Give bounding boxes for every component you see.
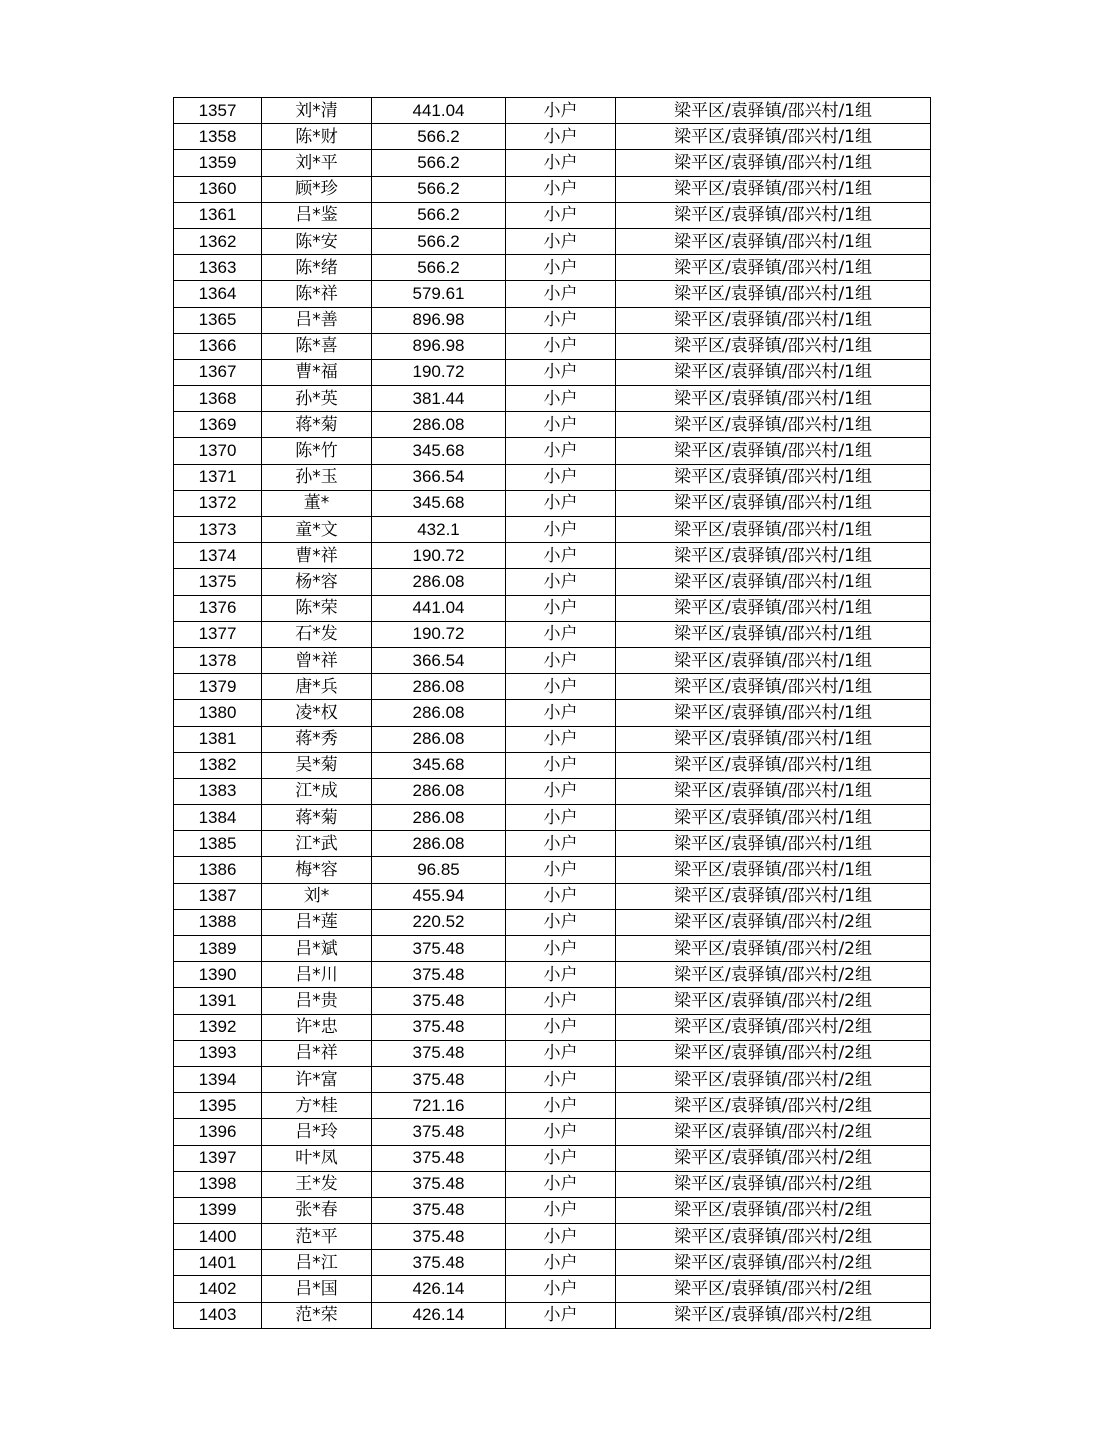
cell-name: 曹*祥 bbox=[262, 543, 372, 569]
cell-type: 小户 bbox=[506, 1014, 616, 1040]
cell-address: 梁平区/袁驿镇/邵兴村/1组 bbox=[616, 124, 931, 150]
cell-type: 小户 bbox=[506, 1276, 616, 1302]
cell-name: 蒋*菊 bbox=[262, 805, 372, 831]
cell-name: 吕*玲 bbox=[262, 1119, 372, 1145]
cell-id: 1359 bbox=[174, 150, 262, 176]
cell-id: 1390 bbox=[174, 962, 262, 988]
cell-id: 1363 bbox=[174, 255, 262, 281]
cell-amount: 375.48 bbox=[372, 936, 506, 962]
cell-name: 吕*善 bbox=[262, 307, 372, 333]
cell-id: 1403 bbox=[174, 1302, 262, 1328]
cell-id: 1360 bbox=[174, 176, 262, 202]
cell-id: 1384 bbox=[174, 805, 262, 831]
cell-amount: 566.2 bbox=[372, 228, 506, 254]
cell-name: 杨*容 bbox=[262, 569, 372, 595]
table-row bbox=[174, 752, 931, 778]
cell-address: 梁平区/袁驿镇/邵兴村/1组 bbox=[616, 831, 931, 857]
cell-amount: 375.48 bbox=[372, 988, 506, 1014]
cell-id: 1399 bbox=[174, 1197, 262, 1223]
table-row bbox=[174, 936, 931, 962]
table-row bbox=[174, 281, 931, 307]
table-row bbox=[174, 490, 931, 516]
cell-type: 小户 bbox=[506, 438, 616, 464]
cell-id: 1375 bbox=[174, 569, 262, 595]
cell-name: 曾*祥 bbox=[262, 647, 372, 673]
cell-type: 小户 bbox=[506, 752, 616, 778]
cell-id: 1377 bbox=[174, 621, 262, 647]
cell-id: 1376 bbox=[174, 595, 262, 621]
cell-id: 1391 bbox=[174, 988, 262, 1014]
cell-address: 梁平区/袁驿镇/邵兴村/1组 bbox=[616, 438, 931, 464]
cell-name: 吕*斌 bbox=[262, 936, 372, 962]
cell-amount: 441.04 bbox=[372, 595, 506, 621]
cell-amount: 366.54 bbox=[372, 464, 506, 490]
table-row bbox=[174, 1119, 931, 1145]
table-row bbox=[174, 805, 931, 831]
table-row bbox=[174, 1276, 931, 1302]
cell-address: 梁平区/袁驿镇/邵兴村/1组 bbox=[616, 464, 931, 490]
cell-name: 唐*兵 bbox=[262, 674, 372, 700]
table-row bbox=[174, 962, 931, 988]
table-row bbox=[174, 1302, 931, 1328]
table-row bbox=[174, 569, 931, 595]
table-row bbox=[174, 124, 931, 150]
cell-id: 1401 bbox=[174, 1250, 262, 1276]
cell-type: 小户 bbox=[506, 1250, 616, 1276]
cell-type: 小户 bbox=[506, 98, 616, 124]
cell-type: 小户 bbox=[506, 1040, 616, 1066]
cell-name: 吕*贵 bbox=[262, 988, 372, 1014]
cell-address: 梁平区/袁驿镇/邵兴村/1组 bbox=[616, 307, 931, 333]
table-row bbox=[174, 543, 931, 569]
cell-name: 童*文 bbox=[262, 517, 372, 543]
cell-address: 梁平区/袁驿镇/邵兴村/1组 bbox=[616, 805, 931, 831]
cell-name: 吕*莲 bbox=[262, 909, 372, 935]
cell-amount: 566.2 bbox=[372, 150, 506, 176]
cell-type: 小户 bbox=[506, 726, 616, 752]
cell-amount: 896.98 bbox=[372, 307, 506, 333]
cell-type: 小户 bbox=[506, 1145, 616, 1171]
cell-amount: 286.08 bbox=[372, 831, 506, 857]
cell-address: 梁平区/袁驿镇/邵兴村/1组 bbox=[616, 517, 931, 543]
table-row bbox=[174, 621, 931, 647]
cell-name: 吴*菊 bbox=[262, 752, 372, 778]
cell-name: 王*发 bbox=[262, 1171, 372, 1197]
cell-id: 1389 bbox=[174, 936, 262, 962]
cell-amount: 220.52 bbox=[372, 909, 506, 935]
cell-address: 梁平区/袁驿镇/邵兴村/1组 bbox=[616, 255, 931, 281]
cell-address: 梁平区/袁驿镇/邵兴村/1组 bbox=[616, 857, 931, 883]
cell-amount: 381.44 bbox=[372, 386, 506, 412]
cell-id: 1371 bbox=[174, 464, 262, 490]
cell-type: 小户 bbox=[506, 988, 616, 1014]
table-row bbox=[174, 1171, 931, 1197]
cell-amount: 441.04 bbox=[372, 98, 506, 124]
cell-amount: 375.48 bbox=[372, 1224, 506, 1250]
cell-name: 吕*鉴 bbox=[262, 202, 372, 228]
cell-address: 梁平区/袁驿镇/邵兴村/1组 bbox=[616, 202, 931, 228]
cell-type: 小户 bbox=[506, 359, 616, 385]
cell-id: 1396 bbox=[174, 1119, 262, 1145]
cell-name: 刘*清 bbox=[262, 98, 372, 124]
cell-type: 小户 bbox=[506, 307, 616, 333]
cell-address: 梁平区/袁驿镇/邵兴村/1组 bbox=[616, 150, 931, 176]
cell-type: 小户 bbox=[506, 595, 616, 621]
table-row bbox=[174, 1014, 931, 1040]
cell-address: 梁平区/袁驿镇/邵兴村/1组 bbox=[616, 412, 931, 438]
cell-name: 顾*珍 bbox=[262, 176, 372, 202]
cell-amount: 566.2 bbox=[372, 124, 506, 150]
table-row bbox=[174, 1040, 931, 1066]
cell-name: 梅*容 bbox=[262, 857, 372, 883]
cell-amount: 345.68 bbox=[372, 752, 506, 778]
cell-amount: 190.72 bbox=[372, 543, 506, 569]
cell-amount: 286.08 bbox=[372, 805, 506, 831]
cell-name: 许*富 bbox=[262, 1066, 372, 1092]
cell-id: 1388 bbox=[174, 909, 262, 935]
cell-address: 梁平区/袁驿镇/邵兴村/1组 bbox=[616, 490, 931, 516]
cell-address: 梁平区/袁驿镇/邵兴村/2组 bbox=[616, 1145, 931, 1171]
cell-amount: 375.48 bbox=[372, 1040, 506, 1066]
table-row bbox=[174, 647, 931, 673]
cell-type: 小户 bbox=[506, 621, 616, 647]
cell-type: 小户 bbox=[506, 1066, 616, 1092]
cell-address: 梁平区/袁驿镇/邵兴村/1组 bbox=[616, 228, 931, 254]
table-row bbox=[174, 307, 931, 333]
cell-address: 梁平区/袁驿镇/邵兴村/1组 bbox=[616, 647, 931, 673]
cell-name: 吕*祥 bbox=[262, 1040, 372, 1066]
cell-address: 梁平区/袁驿镇/邵兴村/2组 bbox=[616, 1014, 931, 1040]
cell-name: 江*武 bbox=[262, 831, 372, 857]
cell-address: 梁平区/袁驿镇/邵兴村/2组 bbox=[616, 1224, 931, 1250]
cell-address: 梁平区/袁驿镇/邵兴村/2组 bbox=[616, 1276, 931, 1302]
table-row bbox=[174, 988, 931, 1014]
cell-type: 小户 bbox=[506, 700, 616, 726]
cell-type: 小户 bbox=[506, 386, 616, 412]
cell-name: 陈*祥 bbox=[262, 281, 372, 307]
cell-amount: 190.72 bbox=[372, 359, 506, 385]
cell-address: 梁平区/袁驿镇/邵兴村/1组 bbox=[616, 726, 931, 752]
cell-amount: 286.08 bbox=[372, 674, 506, 700]
table-row bbox=[174, 778, 931, 804]
cell-type: 小户 bbox=[506, 490, 616, 516]
cell-address: 梁平区/袁驿镇/邵兴村/2组 bbox=[616, 909, 931, 935]
cell-type: 小户 bbox=[506, 228, 616, 254]
cell-amount: 375.48 bbox=[372, 1119, 506, 1145]
table-row bbox=[174, 333, 931, 359]
cell-address: 梁平区/袁驿镇/邵兴村/2组 bbox=[616, 962, 931, 988]
cell-name: 陈*竹 bbox=[262, 438, 372, 464]
table-row bbox=[174, 1093, 931, 1119]
cell-address: 梁平区/袁驿镇/邵兴村/2组 bbox=[616, 1093, 931, 1119]
table-row bbox=[174, 517, 931, 543]
cell-amount: 286.08 bbox=[372, 412, 506, 438]
cell-id: 1357 bbox=[174, 98, 262, 124]
cell-type: 小户 bbox=[506, 962, 616, 988]
cell-amount: 721.16 bbox=[372, 1093, 506, 1119]
cell-amount: 566.2 bbox=[372, 176, 506, 202]
cell-amount: 190.72 bbox=[372, 621, 506, 647]
cell-id: 1379 bbox=[174, 674, 262, 700]
table-row bbox=[174, 726, 931, 752]
cell-name: 石*发 bbox=[262, 621, 372, 647]
cell-name: 范*平 bbox=[262, 1224, 372, 1250]
cell-type: 小户 bbox=[506, 569, 616, 595]
cell-id: 1392 bbox=[174, 1014, 262, 1040]
cell-name: 陈*安 bbox=[262, 228, 372, 254]
cell-name: 蒋*菊 bbox=[262, 412, 372, 438]
table-row bbox=[174, 228, 931, 254]
cell-id: 1372 bbox=[174, 490, 262, 516]
cell-id: 1398 bbox=[174, 1171, 262, 1197]
cell-address: 梁平区/袁驿镇/邵兴村/1组 bbox=[616, 569, 931, 595]
table-row bbox=[174, 98, 931, 124]
cell-type: 小户 bbox=[506, 1224, 616, 1250]
table-row bbox=[174, 595, 931, 621]
table-row bbox=[174, 176, 931, 202]
cell-address: 梁平区/袁驿镇/邵兴村/1组 bbox=[616, 778, 931, 804]
cell-name: 董* bbox=[262, 490, 372, 516]
cell-amount: 375.48 bbox=[372, 1066, 506, 1092]
cell-amount: 896.98 bbox=[372, 333, 506, 359]
cell-type: 小户 bbox=[506, 831, 616, 857]
cell-id: 1369 bbox=[174, 412, 262, 438]
cell-id: 1400 bbox=[174, 1224, 262, 1250]
cell-id: 1402 bbox=[174, 1276, 262, 1302]
cell-address: 梁平区/袁驿镇/邵兴村/1组 bbox=[616, 883, 931, 909]
table-row bbox=[174, 202, 931, 228]
cell-id: 1383 bbox=[174, 778, 262, 804]
table-row bbox=[174, 464, 931, 490]
cell-name: 孙*英 bbox=[262, 386, 372, 412]
cell-type: 小户 bbox=[506, 1302, 616, 1328]
cell-type: 小户 bbox=[506, 778, 616, 804]
cell-id: 1385 bbox=[174, 831, 262, 857]
cell-address: 梁平区/袁驿镇/邵兴村/2组 bbox=[616, 1040, 931, 1066]
cell-type: 小户 bbox=[506, 647, 616, 673]
cell-id: 1361 bbox=[174, 202, 262, 228]
cell-amount: 286.08 bbox=[372, 726, 506, 752]
cell-name: 叶*凤 bbox=[262, 1145, 372, 1171]
cell-address: 梁平区/袁驿镇/邵兴村/2组 bbox=[616, 1302, 931, 1328]
cell-amount: 366.54 bbox=[372, 647, 506, 673]
cell-name: 范*荣 bbox=[262, 1302, 372, 1328]
cell-type: 小户 bbox=[506, 124, 616, 150]
cell-amount: 426.14 bbox=[372, 1276, 506, 1302]
cell-id: 1395 bbox=[174, 1093, 262, 1119]
cell-address: 梁平区/袁驿镇/邵兴村/2组 bbox=[616, 988, 931, 1014]
cell-name: 江*成 bbox=[262, 778, 372, 804]
cell-type: 小户 bbox=[506, 464, 616, 490]
cell-amount: 566.2 bbox=[372, 202, 506, 228]
cell-id: 1374 bbox=[174, 543, 262, 569]
table-row bbox=[174, 857, 931, 883]
cell-type: 小户 bbox=[506, 936, 616, 962]
cell-type: 小户 bbox=[506, 255, 616, 281]
cell-name: 吕*国 bbox=[262, 1276, 372, 1302]
cell-id: 1394 bbox=[174, 1066, 262, 1092]
cell-amount: 345.68 bbox=[372, 490, 506, 516]
cell-name: 许*忠 bbox=[262, 1014, 372, 1040]
cell-name: 刘* bbox=[262, 883, 372, 909]
table-row bbox=[174, 700, 931, 726]
cell-amount: 455.94 bbox=[372, 883, 506, 909]
cell-id: 1387 bbox=[174, 883, 262, 909]
cell-address: 梁平区/袁驿镇/邵兴村/1组 bbox=[616, 595, 931, 621]
cell-id: 1393 bbox=[174, 1040, 262, 1066]
cell-amount: 579.61 bbox=[372, 281, 506, 307]
cell-address: 梁平区/袁驿镇/邵兴村/1组 bbox=[616, 543, 931, 569]
cell-address: 梁平区/袁驿镇/邵兴村/2组 bbox=[616, 1197, 931, 1223]
cell-id: 1380 bbox=[174, 700, 262, 726]
cell-id: 1362 bbox=[174, 228, 262, 254]
cell-amount: 286.08 bbox=[372, 569, 506, 595]
cell-type: 小户 bbox=[506, 412, 616, 438]
table-row bbox=[174, 1224, 931, 1250]
cell-address: 梁平区/袁驿镇/邵兴村/2组 bbox=[616, 1066, 931, 1092]
cell-type: 小户 bbox=[506, 805, 616, 831]
cell-name: 凌*权 bbox=[262, 700, 372, 726]
table-row bbox=[174, 909, 931, 935]
cell-name: 陈*绪 bbox=[262, 255, 372, 281]
cell-name: 吕*江 bbox=[262, 1250, 372, 1276]
cell-amount: 375.48 bbox=[372, 962, 506, 988]
cell-amount: 345.68 bbox=[372, 438, 506, 464]
cell-address: 梁平区/袁驿镇/邵兴村/1组 bbox=[616, 359, 931, 385]
cell-amount: 96.85 bbox=[372, 857, 506, 883]
cell-address: 梁平区/袁驿镇/邵兴村/2组 bbox=[616, 936, 931, 962]
cell-id: 1386 bbox=[174, 857, 262, 883]
table-body bbox=[174, 98, 931, 1329]
cell-type: 小户 bbox=[506, 202, 616, 228]
cell-type: 小户 bbox=[506, 883, 616, 909]
cell-amount: 432.1 bbox=[372, 517, 506, 543]
cell-type: 小户 bbox=[506, 333, 616, 359]
cell-name: 蒋*秀 bbox=[262, 726, 372, 752]
cell-amount: 426.14 bbox=[372, 1302, 506, 1328]
cell-amount: 286.08 bbox=[372, 700, 506, 726]
table-row bbox=[174, 150, 931, 176]
cell-id: 1397 bbox=[174, 1145, 262, 1171]
cell-type: 小户 bbox=[506, 1197, 616, 1223]
cell-name: 陈*荣 bbox=[262, 595, 372, 621]
cell-address: 梁平区/袁驿镇/邵兴村/1组 bbox=[616, 386, 931, 412]
data-table bbox=[173, 97, 931, 1329]
cell-amount: 375.48 bbox=[372, 1171, 506, 1197]
cell-name: 张*春 bbox=[262, 1197, 372, 1223]
cell-address: 梁平区/袁驿镇/邵兴村/1组 bbox=[616, 700, 931, 726]
table-row bbox=[174, 359, 931, 385]
table-row bbox=[174, 1250, 931, 1276]
cell-id: 1367 bbox=[174, 359, 262, 385]
cell-id: 1370 bbox=[174, 438, 262, 464]
cell-amount: 566.2 bbox=[372, 255, 506, 281]
cell-name: 陈*财 bbox=[262, 124, 372, 150]
cell-address: 梁平区/袁驿镇/邵兴村/2组 bbox=[616, 1171, 931, 1197]
table-row bbox=[174, 1145, 931, 1171]
cell-name: 孙*玉 bbox=[262, 464, 372, 490]
cell-address: 梁平区/袁驿镇/邵兴村/2组 bbox=[616, 1250, 931, 1276]
table-row bbox=[174, 674, 931, 700]
cell-type: 小户 bbox=[506, 176, 616, 202]
cell-name: 吕*川 bbox=[262, 962, 372, 988]
cell-id: 1368 bbox=[174, 386, 262, 412]
cell-id: 1358 bbox=[174, 124, 262, 150]
cell-type: 小户 bbox=[506, 674, 616, 700]
table-row bbox=[174, 438, 931, 464]
cell-id: 1366 bbox=[174, 333, 262, 359]
cell-address: 梁平区/袁驿镇/邵兴村/1组 bbox=[616, 176, 931, 202]
cell-address: 梁平区/袁驿镇/邵兴村/1组 bbox=[616, 333, 931, 359]
cell-amount: 375.48 bbox=[372, 1145, 506, 1171]
table-row bbox=[174, 386, 931, 412]
table-row bbox=[174, 1066, 931, 1092]
table-row bbox=[174, 255, 931, 281]
cell-type: 小户 bbox=[506, 1119, 616, 1145]
table-row bbox=[174, 883, 931, 909]
table-row bbox=[174, 1197, 931, 1223]
cell-type: 小户 bbox=[506, 150, 616, 176]
cell-id: 1365 bbox=[174, 307, 262, 333]
cell-type: 小户 bbox=[506, 1093, 616, 1119]
cell-type: 小户 bbox=[506, 517, 616, 543]
cell-amount: 375.48 bbox=[372, 1197, 506, 1223]
cell-amount: 286.08 bbox=[372, 778, 506, 804]
cell-type: 小户 bbox=[506, 857, 616, 883]
cell-type: 小户 bbox=[506, 543, 616, 569]
cell-address: 梁平区/袁驿镇/邵兴村/2组 bbox=[616, 1119, 931, 1145]
cell-type: 小户 bbox=[506, 1171, 616, 1197]
cell-name: 刘*平 bbox=[262, 150, 372, 176]
cell-id: 1364 bbox=[174, 281, 262, 307]
table-row bbox=[174, 831, 931, 857]
cell-id: 1382 bbox=[174, 752, 262, 778]
cell-amount: 375.48 bbox=[372, 1250, 506, 1276]
cell-id: 1373 bbox=[174, 517, 262, 543]
cell-type: 小户 bbox=[506, 281, 616, 307]
cell-address: 梁平区/袁驿镇/邵兴村/1组 bbox=[616, 621, 931, 647]
cell-name: 曹*福 bbox=[262, 359, 372, 385]
cell-id: 1378 bbox=[174, 647, 262, 673]
cell-address: 梁平区/袁驿镇/邵兴村/1组 bbox=[616, 98, 931, 124]
cell-name: 方*桂 bbox=[262, 1093, 372, 1119]
cell-amount: 375.48 bbox=[372, 1014, 506, 1040]
cell-name: 陈*喜 bbox=[262, 333, 372, 359]
cell-address: 梁平区/袁驿镇/邵兴村/1组 bbox=[616, 281, 931, 307]
cell-address: 梁平区/袁驿镇/邵兴村/1组 bbox=[616, 674, 931, 700]
table-row bbox=[174, 412, 931, 438]
cell-address: 梁平区/袁驿镇/邵兴村/1组 bbox=[616, 752, 931, 778]
cell-type: 小户 bbox=[506, 909, 616, 935]
cell-id: 1381 bbox=[174, 726, 262, 752]
